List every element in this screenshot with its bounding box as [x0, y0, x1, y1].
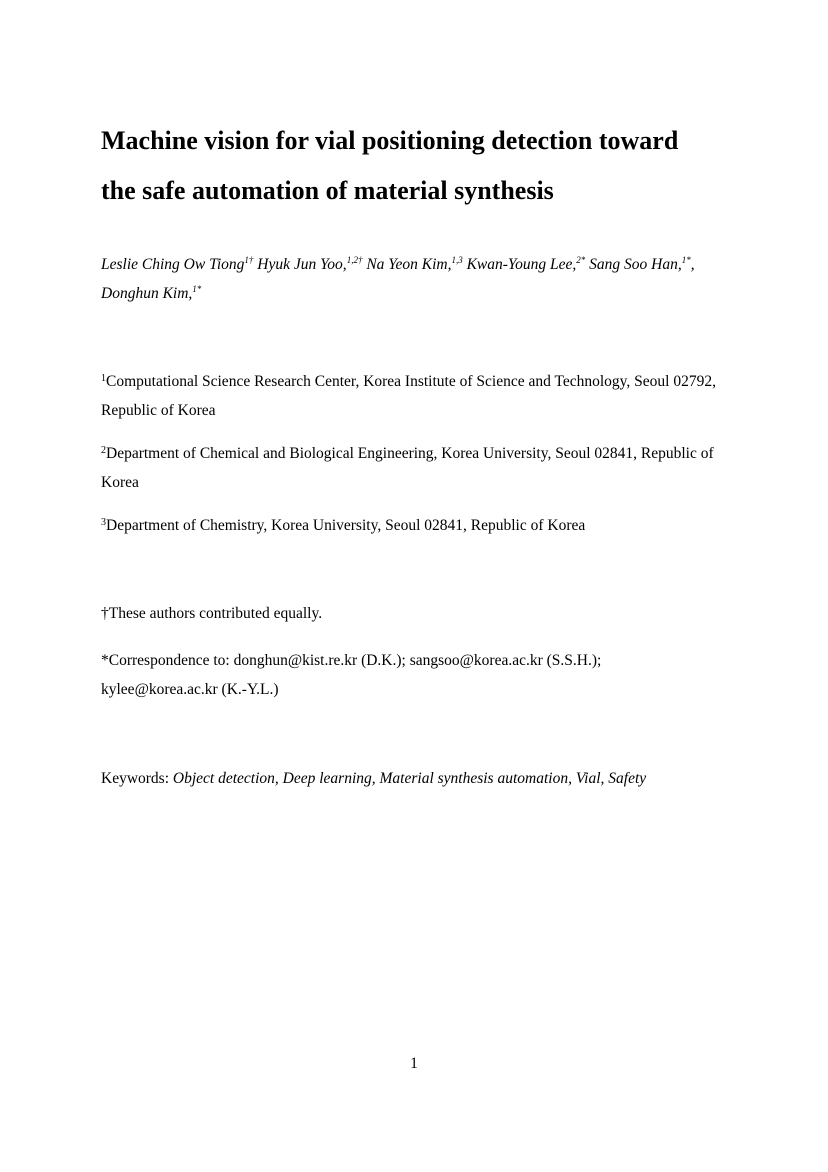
affiliation-mark: 1	[101, 373, 106, 384]
author-name: Kwan-Young Lee,	[466, 256, 577, 273]
keywords-line	[101, 764, 731, 793]
affiliation-2	[101, 439, 731, 497]
author-name: Sang Soo Han,	[589, 256, 682, 273]
title-line-1: Machine vision for vial positioning detection toward	[101, 126, 679, 155]
author-affiliation-mark: 2*	[576, 255, 586, 265]
correspondence-note	[101, 646, 731, 704]
affiliation-1	[101, 367, 731, 425]
author-affiliation-mark: 1,3	[451, 255, 463, 265]
author-affiliation-mark: 1*	[192, 284, 202, 294]
affiliation-text: Department of Chemical and Biological Engineering, Korea University, Seoul 02841, Republic of Korea	[101, 445, 714, 491]
affiliation-3	[101, 511, 731, 540]
affiliation-mark: 2	[101, 445, 106, 456]
page-number: 1	[410, 1055, 418, 1072]
correspondence-line-2: kylee@korea.ac.kr (K.-Y.L.)	[101, 681, 279, 698]
equal-contribution-note: †These authors contributed equally.	[101, 605, 323, 622]
paper-title	[101, 116, 731, 216]
title-line-2: the safe automation of material synthesis	[101, 176, 554, 205]
author-affiliation-mark: 1,2†	[346, 255, 363, 265]
affiliation-text: Computational Science Research Center, Korea Institute of Science and Technology, Seoul 02792, Republic of Korea	[101, 373, 716, 419]
keywords-list: Object detection, Deep learning, Material synthesis automation, Vial, Safety	[172, 770, 647, 787]
author-name: Hyuk Jun Yoo,	[257, 256, 347, 273]
affiliation-text: Department of Chemistry, Korea University, Seoul 02841, Republic of Korea	[106, 517, 586, 534]
author-affiliation-mark: 1*	[681, 255, 691, 265]
keywords-label: Keywords:	[101, 770, 170, 787]
author-affiliation-mark: 1†	[244, 255, 254, 265]
correspondence-line-1: *Correspondence to: donghun@kist.re.kr (D.K.); sangsoo@korea.ac.kr (S.S.H.);	[101, 652, 602, 669]
affiliation-mark: 3	[101, 517, 106, 528]
author-name: Na Yeon Kim,	[366, 256, 452, 273]
author-name: Donghun Kim,	[101, 285, 193, 302]
author-list: Leslie Ching Ow Tiong$^{1\dagger}$ Hyuk Jun Yoo,$^{1,2\dagger}$ Na Yeon Kim,$^{1,3}$ Kwan-Young Lee,$^{2*}$ Sang Soo Han,$^{1*}$, Donghun Kim,$^{1*}$	[101, 255, 695, 302]
author-name: Leslie Ching Ow Tiong	[101, 256, 245, 273]
